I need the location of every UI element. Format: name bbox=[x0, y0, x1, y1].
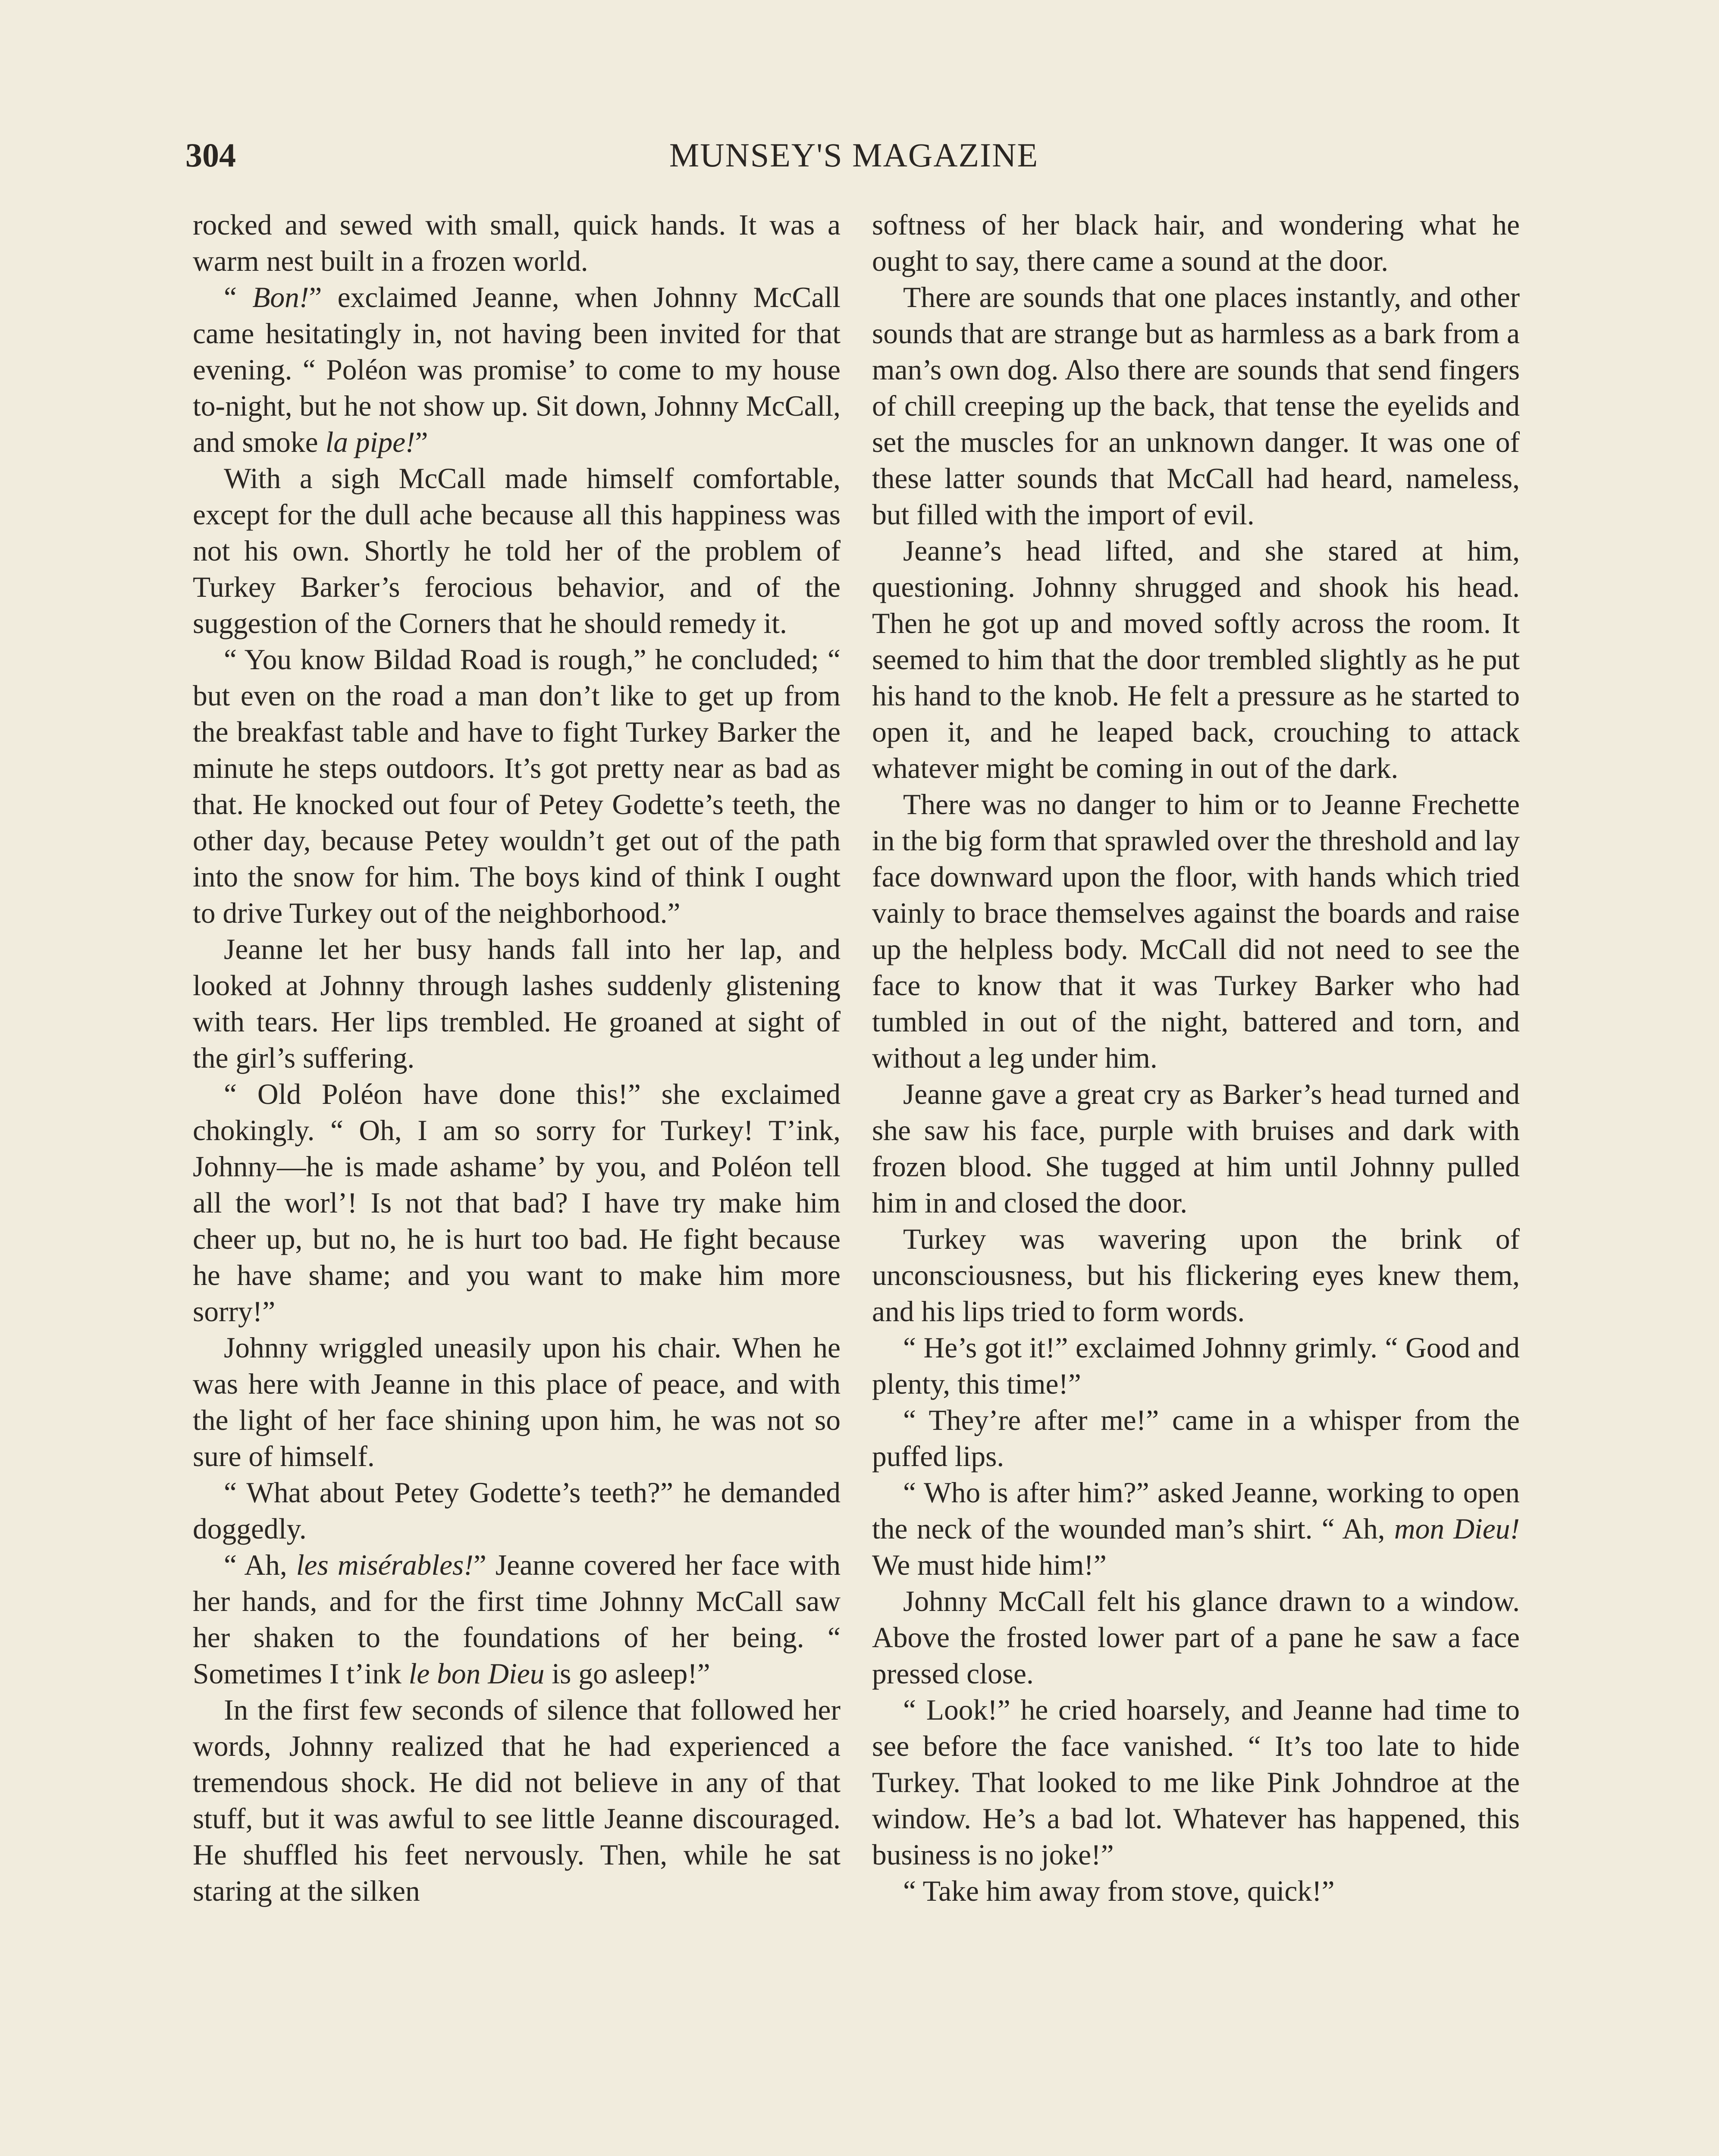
text-run: “ What about Petey Godette’s teeth?” he demanded doggedly. bbox=[193, 1476, 841, 1545]
text-run: is go asleep!” bbox=[544, 1658, 710, 1690]
paragraph bbox=[872, 787, 1520, 1076]
text-run: “ Ah, bbox=[224, 1549, 296, 1581]
text-run: rocked and sewed with small, quick hands. It was a warm nest built in a frozen world. bbox=[193, 209, 841, 277]
text-run: There are sounds that one places instantly, and other sounds that are strange but as harmless as a bark from a man’s own dog. Also there are sounds that send fingers of chill creeping up the back, that tense the eyelids and set the muscles for an unknown danger. It was one of these latter sounds that McCall had heard, nameless, but filled with the import of evil. bbox=[872, 281, 1520, 531]
text-run: ” exclaimed Jeanne, when Johnny McCall came hesitatingly in, not having been invited for that evening. “ Poléon was promise’ to come to my house to-night, but he not show up. Sit down, Johnny McCall, and smoke bbox=[193, 281, 841, 458]
text-run: Johnny wriggled uneasily upon his chair. When he was here with Jeanne in this place of peace, and with the light of her face shining upon him, he was not so sure of himself. bbox=[193, 1332, 841, 1473]
page-header bbox=[185, 134, 1522, 177]
paragraph bbox=[193, 1475, 841, 1547]
paragraph bbox=[872, 279, 1520, 533]
paragraph bbox=[193, 1547, 841, 1692]
paragraph bbox=[872, 533, 1520, 787]
text-run: Jeanne’s head lifted, and she stared at him, questioning. Johnny shrugged and shook his head. Then he got up and moved softly across the room. It seemed to him that the door trembled slightly as he put his hand to the knob. He felt a pressure as he started to open it, and he leaped back, crouching to attack whatever might be coming in out of the dark. bbox=[872, 535, 1520, 784]
italic-text: le bon Dieu bbox=[408, 1658, 545, 1690]
text-run: “ Look!” he cried hoarsely, and Jeanne had time to see before the face vanished. “ It’s too late to hide Turkey. That looked to me like Pink Johndroe at the window. He’s a bad lot. Whatever has happened, this business is no joke!” bbox=[872, 1694, 1520, 1871]
paragraph bbox=[872, 1692, 1520, 1873]
running-head: MUNSEY'S MAGAZINE bbox=[669, 136, 1039, 174]
paragraph bbox=[193, 1330, 841, 1475]
paragraph bbox=[872, 1873, 1520, 1909]
text-run: “ He’s got it!” exclaimed Johnny grimly. “ Good and plenty, this time!” bbox=[872, 1332, 1520, 1400]
paragraph bbox=[193, 207, 841, 279]
italic-text: mon Dieu! bbox=[1394, 1513, 1520, 1545]
text-run: Jeanne let her busy hands fall into her lap, and looked at Johnny through lashes suddenly glistening with tears. Her lips trembled. He groaned at sight of the girl’s suffering. bbox=[193, 933, 841, 1074]
page-number: 304 bbox=[185, 136, 236, 174]
paragraph bbox=[872, 1475, 1520, 1583]
italic-text: Bon! bbox=[252, 281, 309, 313]
text-run: “ Who is after him?” asked Jeanne, working to open the neck of the wounded man’s shirt. “ Ah, bbox=[872, 1476, 1520, 1545]
paragraph bbox=[193, 461, 841, 642]
paragraph bbox=[193, 279, 841, 461]
text-run: ” Jeanne covered her face with her hands, and for the first time Johnny McCall saw her shaken to the foundations of her being. “ Sometimes I t’ink bbox=[193, 1549, 841, 1690]
paragraph bbox=[193, 1692, 841, 1909]
paragraph bbox=[872, 1583, 1520, 1692]
italic-text: les misérables! bbox=[296, 1549, 474, 1581]
italic-text: la pipe! bbox=[325, 426, 415, 458]
text-run: softness of her black hair, and wondering what he ought to say, there came a sound at the door. bbox=[872, 209, 1520, 277]
left-column bbox=[193, 207, 841, 2156]
paragraph bbox=[193, 931, 841, 1076]
text-run: Johnny McCall felt his glance drawn to a window. Above the frosted lower part of a pane he saw a face pressed close. bbox=[872, 1585, 1520, 1690]
paragraph bbox=[193, 1076, 841, 1330]
text-run: “ They’re after me!” came in a whisper from the puffed lips. bbox=[872, 1404, 1520, 1473]
text-run: “ You know Bildad Road is rough,” he concluded; “ but even on the road a man don’t like to get up from the breakfast table and have to fight Turkey Barker the minute he steps outdoors. It’s got pretty near as bad as that. He knocked out four of Petey Godette’s teeth, the other day, because Petey wouldn’t get out of the path into the snow for him. The boys kind of think I ought to drive Turkey out of the neighborhood.” bbox=[193, 643, 841, 929]
text-run: Jeanne gave a great cry as Barker’s head turned and she saw his face, purple with bruises and dark with frozen blood. She tugged at him until Johnny pulled him in and closed the door. bbox=[872, 1078, 1520, 1219]
right-column bbox=[872, 207, 1520, 2156]
paragraph bbox=[872, 1402, 1520, 1475]
paragraph bbox=[872, 207, 1520, 279]
paragraph bbox=[872, 1076, 1520, 1221]
text-run: “ bbox=[224, 281, 253, 313]
text-run: In the first few seconds of silence that followed her words, Johnny realized that he had experienced a tremendous shock. He did not believe in any of that stuff, but it was awful to see little Jeanne discouraged. He shuffled his feet nervously. Then, while he sat staring at the silken bbox=[193, 1694, 841, 1907]
text-run: ” bbox=[415, 426, 428, 458]
text-run: We must hide him!” bbox=[872, 1549, 1107, 1581]
text-run: “ Old Poléon have done this!” she exclaimed chokingly. “ Oh, I am so sorry for Turkey! T’ink, Johnny—he is made ashame’ by you, and Poléon tell all the worl’! Is not that bad? I have try make him cheer up, but no, he is hurt too bad. He fight because he have shame; and you want to make him more sorry!” bbox=[193, 1078, 841, 1328]
text-run: There was no danger to him or to Jeanne Frechette in the big form that sprawled over the threshold and lay face downward upon the floor, with hands which tried vainly to brace themselves against the boards and raise up the helpless body. McCall did not need to see the face to know that it was Turkey Barker who had tumbled in out of the night, battered and torn, and without a leg under him. bbox=[872, 788, 1520, 1074]
paragraph bbox=[872, 1330, 1520, 1402]
text-run: “ Take him away from stove, quick!” bbox=[903, 1875, 1335, 1907]
text-run: With a sigh McCall made himself comfortable, except for the dull ache because all this happiness was not his own. Shortly he told her of the problem of Turkey Barker’s ferocious behavior, and of the suggestion of the Corners that he should remedy it. bbox=[193, 462, 841, 639]
text-run: Turkey was wavering upon the brink of unconsciousness, but his flickering eyes knew them, and his lips tried to form words. bbox=[872, 1223, 1520, 1328]
paragraph bbox=[872, 1221, 1520, 1330]
paragraph bbox=[193, 642, 841, 931]
